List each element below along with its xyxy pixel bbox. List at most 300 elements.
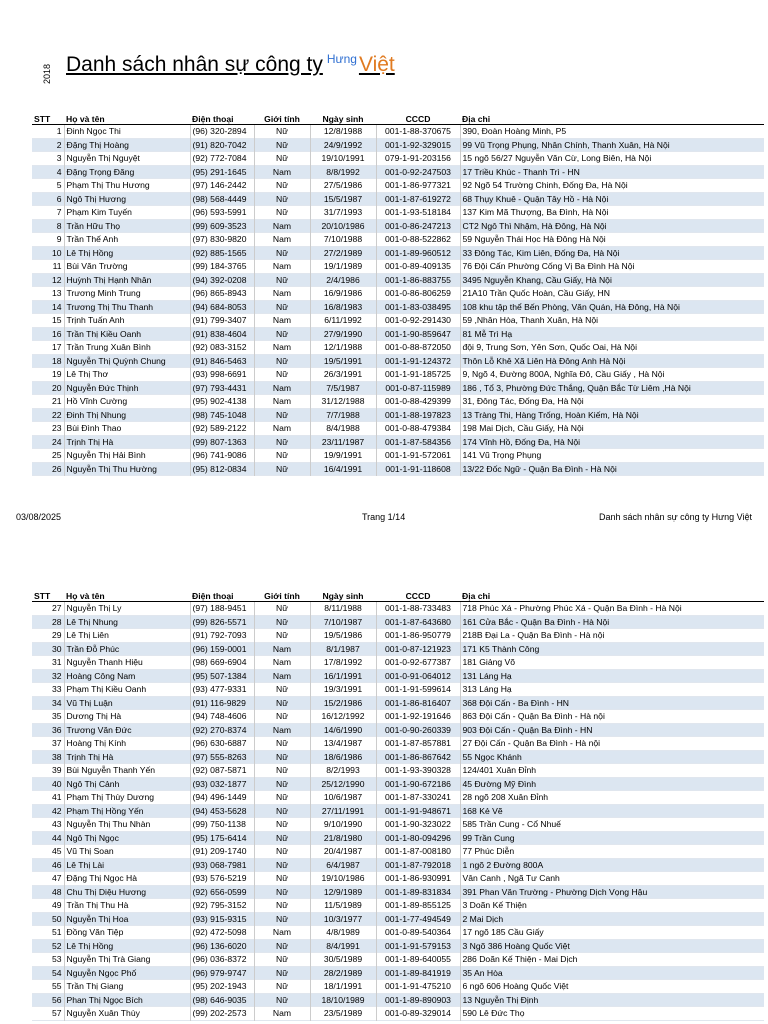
cell-stt: 39 [51,765,62,776]
cell-cccd: 001-1-86-977321 [376,179,460,193]
table-row [32,980,764,994]
cell-name: Hoàng Thị Kính [64,737,190,751]
cell-name: Trịnh Thị Hà [64,435,190,449]
cell-phone: (91) 209-1740 [190,845,254,859]
table-row [32,327,764,341]
cell-dob: 8/1/1987 [310,642,376,656]
cell-cccd: 001-1-89-855125 [376,899,460,913]
cell-gender: Nam [254,669,310,683]
cell-phone: (93) 998-6691 [190,368,254,382]
cell-phone: (93) 032-1877 [190,777,254,791]
table-row [32,669,764,683]
cell-cccd: 001-1-90-859647 [376,327,460,341]
cell-stt: 18 [32,354,64,368]
col-name: Họ và tên [64,114,190,125]
cell-dob: 8/2/1993 [310,764,376,778]
cell-address: 45 Đường Mỹ Đình [460,777,764,791]
cell-cccd: 001-0-86-247213 [376,219,460,233]
cell-dob: 28/2/1989 [310,966,376,980]
cell-stt: 55 [51,981,62,992]
table-row [32,777,764,791]
cell-gender: Nữ [254,885,310,899]
cell-cccd: 001-1-91-579153 [376,939,460,953]
cell-gender: Nữ [254,953,310,967]
cell-gender: Nữ [254,858,310,872]
cell-gender: Nữ [254,206,310,220]
cell-phone: (98) 669-6904 [190,656,254,670]
cell-stt: 11 [52,261,62,272]
table-row [32,683,764,697]
cell-name: Lê Thị Hồng [64,246,190,260]
cell-dob: 17/8/1992 [310,656,376,670]
cell-phone: (93) 477-9331 [190,683,254,697]
cell-address: Vân Canh , Ngã Tư Canh [460,872,764,886]
cell-dob: 23/5/1989 [310,1007,376,1021]
cell-address: 2 Mai Dịch [460,912,764,926]
cell-dob: 18/1/1991 [310,980,376,994]
cell-address: 368 Đội Cấn - Ba Đình - HN [460,696,764,710]
cell-phone: (95) 902-4138 [190,395,254,409]
cell-dob: 11/5/1989 [310,899,376,913]
cell-address: 6 ngõ 606 Hoàng Quốc Việt [460,980,764,994]
cell-name: Nguyễn Thị Thu Hường [64,462,190,476]
cell-gender: Nữ [254,939,310,953]
cell-dob: 8/4/1991 [310,939,376,953]
cell-name: Nguyễn Thị Nguyệt [64,152,190,166]
cell-phone: (91) 116-9829 [190,696,254,710]
cell-phone: (91) 846-5463 [190,354,254,368]
cell-stt: 1 [56,126,62,137]
cell-stt: 44 [32,831,64,845]
cell-name: Trịnh Tuấn Anh [64,314,190,328]
cell-stt: 7 [56,207,62,218]
cell-stt: 27 [51,603,62,614]
cell-dob: 12/9/1989 [310,885,376,899]
cell-phone: (97) 555-8263 [190,750,254,764]
cell-cccd: 001-0-87-115989 [376,381,460,395]
cell-stt: 52 [32,939,64,953]
cell-gender: Nữ [254,804,310,818]
cell-stt: 16 [32,327,64,341]
cell-cccd: 001-0-91-064012 [376,669,460,683]
cell-dob: 8/8/1992 [310,165,376,179]
cell-name: Trần Thế Anh [64,233,190,247]
cell-address: 108 khu tập thể Bến Phòng, Văn Quán, Hà Đông, Hà Nội [460,300,764,314]
cell-phone: (92) 087-5871 [190,764,254,778]
cell-gender: Nam [254,395,310,409]
cell-cccd: 001-0-88-522862 [376,233,460,247]
cell-gender: Nam [254,642,310,656]
cell-address: 390, Đoàn Hoàng Minh, P5 [460,125,764,139]
cell-stt: 8 [32,219,64,233]
footer-page-number: Trang 1/14 [362,512,406,522]
cell-name: Phạm Thị Thu Hương [64,179,190,193]
cell-gender: Nữ [254,408,310,422]
cell-stt: 30 [32,642,64,656]
cell-dob: 13/4/1987 [310,737,376,751]
table-row [32,395,764,409]
table-row [32,287,764,301]
cell-stt: 9 [56,234,62,245]
table-row [32,125,764,139]
cell-phone: (99) 202-2573 [190,1007,254,1021]
cell-phone: (96) 036-8372 [190,953,254,967]
cell-cccd: 001-1-91-118608 [376,462,460,476]
cell-stt: 4 [32,165,64,179]
cell-dob: 12/8/1988 [310,125,376,139]
cell-name: Nguyễn Thị Ly [64,602,190,616]
cell-name: Trương Minh Trung [64,287,190,301]
cell-gender: Nam [254,219,310,233]
cell-phone: (97) 188-9451 [190,602,254,616]
cell-stt: 10 [32,246,64,260]
cell-name: Ngô Thị Cảnh [64,777,190,791]
cell-phone: (95) 507-1384 [190,669,254,683]
cell-gender: Nữ [254,449,310,463]
cell-gender: Nữ [254,777,310,791]
cell-phone: (98) 646-9035 [190,993,254,1007]
col-phone: Điện thoại [190,591,254,602]
cell-name: Hồ Vĩnh Cường [64,395,190,409]
col-stt: STT [32,591,64,602]
cell-name: Nguyễn Thị Trà Giang [64,953,190,967]
cell-phone: (99) 609-3523 [190,219,254,233]
cell-dob: 7/7/1988 [310,408,376,422]
cell-address: 863 Đội Cấn - Quận Ba Đình - Hà nội [460,710,764,724]
cell-address: 131 Láng Hạ [460,669,764,683]
cell-phone: (96) 630-6887 [190,737,254,751]
col-phone: Điện thoại [190,114,254,125]
cell-dob: 8/4/1988 [310,422,376,436]
cell-dob: 25/12/1990 [310,777,376,791]
cell-phone: (93) 576-5219 [190,872,254,886]
table-row [32,192,764,206]
cell-phone: (99) 807-1363 [190,435,254,449]
col-name: Họ và tên [64,591,190,602]
table-row [32,233,764,247]
cell-cccd: 001-1-87-792018 [376,858,460,872]
table-row [32,831,764,845]
cell-cccd: 001-1-80-094296 [376,831,460,845]
cell-address: 903 Đội Cấn - Quận Ba Đình - HN [460,723,764,737]
cell-dob: 31/12/1988 [310,395,376,409]
cell-stt: 34 [32,696,64,710]
cell-name: Nguyễn Thị Thu Nhàn [64,818,190,832]
cell-cccd: 001-0-88-479384 [376,422,460,436]
cell-name: Nguyễn Xuân Thùy [64,1007,190,1021]
cell-name: Trương Thị Thu Thanh [64,300,190,314]
cell-cccd: 001-1-77-494549 [376,912,460,926]
table-row [32,872,764,886]
table-row [32,858,764,872]
cell-gender: Nữ [254,696,310,710]
table-row [32,899,764,913]
cell-dob: 16/4/1991 [310,462,376,476]
title-main: Danh sách nhân sự công ty [66,53,323,76]
col-address: Địa chỉ [460,591,764,602]
cell-stt: 48 [32,885,64,899]
cell-name: Đặng Thị Hoàng [64,138,190,152]
cell-gender: Nữ [254,179,310,193]
cell-gender: Nữ [254,683,310,697]
cell-phone: (92) 472-5098 [190,926,254,940]
cell-gender: Nữ [254,831,310,845]
cell-dob: 6/11/1992 [310,314,376,328]
cell-name: Đồng Văn Tiệp [64,926,190,940]
cell-cccd: 001-0-89-540364 [376,926,460,940]
table-row [32,710,764,724]
cell-phone: (95) 291-1645 [190,165,254,179]
col-dob: Ngày sinh [310,114,376,125]
cell-dob: 9/10/1990 [310,818,376,832]
cell-gender: Nam [254,1007,310,1021]
cell-dob: 16/8/1983 [310,300,376,314]
cell-gender: Nữ [254,462,310,476]
cell-name: Nguyễn Thị Hoa [64,912,190,926]
table-row [32,602,764,616]
col-address: Địa chỉ [460,114,764,125]
cell-address: 35 An Hòa [460,966,764,980]
cell-name: Bùi Nguyễn Thanh Yến [64,764,190,778]
cell-address: 171 K5 Thành Công [460,642,764,656]
cell-phone: (96) 979-9747 [190,966,254,980]
table-row [32,885,764,899]
cell-gender: Nam [254,723,310,737]
cell-stt: 45 [51,846,62,857]
cell-stt: 38 [32,750,64,764]
cell-cccd: 001-1-92-191646 [376,710,460,724]
cell-stt: 57 [51,1008,62,1019]
cell-cccd: 001-1-86-883755 [376,273,460,287]
year-label: 2018 [42,63,52,84]
cell-dob: 4/8/1989 [310,926,376,940]
table-row [32,1007,764,1021]
table-row [32,354,764,368]
col-gender: Giới tính [254,591,310,602]
cell-phone: (93) 068-7981 [190,858,254,872]
cell-stt: 17 [51,342,62,353]
table-row [32,165,764,179]
cell-gender: Nam [254,287,310,301]
cell-phone: (92) 795-3152 [190,899,254,913]
cell-gender: Nữ [254,993,310,1007]
cell-address: 68 Thụy Khuê - Quận Tây Hồ - Hà Nội [460,192,764,206]
table-row [32,273,764,287]
cell-address: 15 ngõ 56/27 Nguyễn Văn Cừ, Long Biên, Hà Nội [460,152,764,166]
table-row [32,696,764,710]
cell-dob: 24/9/1992 [310,138,376,152]
cell-dob: 10/3/1977 [310,912,376,926]
cell-stt: 23 [51,423,62,434]
cell-gender: Nam [254,341,310,355]
cell-name: Phạm Thị Kiều Oanh [64,683,190,697]
cell-cccd: 001-1-88-733483 [376,602,460,616]
cell-name: Hoàng Công Nam [64,669,190,683]
cell-phone: (91) 792-7093 [190,629,254,643]
footer-date: 03/08/2025 [16,512,62,522]
cell-phone: (91) 820-7042 [190,138,254,152]
brand-hung: Hưng [326,52,357,66]
cell-gender: Nữ [254,615,310,629]
table-row [32,993,764,1007]
cell-phone: (98) 745-1048 [190,408,254,422]
cell-name: Huỳnh Thị Hạnh Nhân [64,273,190,287]
cell-gender: Nữ [254,602,310,616]
cell-dob: 27/9/1990 [310,327,376,341]
cell-stt: 29 [51,630,62,641]
cell-gender: Nữ [254,629,310,643]
cell-cccd: 001-1-86-950779 [376,629,460,643]
cell-dob: 7/5/1987 [310,381,376,395]
cell-stt: 15 [51,315,62,326]
cell-cccd: 001-0-92-291430 [376,314,460,328]
table-row [32,926,764,940]
cell-phone: (96) 865-8943 [190,287,254,301]
cell-phone: (91) 799-3407 [190,314,254,328]
cell-address: 17 Triều Khúc - Thanh Trì - HN [460,165,764,179]
cell-name: Bùi Đình Thao [64,422,190,436]
cell-dob: 19/10/1986 [310,872,376,886]
cell-address: 198 Mai Dịch, Cầu Giấy, Hà Nội [460,422,764,436]
cell-dob: 23/11/1987 [310,435,376,449]
table-row [32,368,764,382]
table-row [32,764,764,778]
cell-address: 181 Giảng Võ [460,656,764,670]
cell-address: 218B Đại La - Quận Ba Đình - Hà nội [460,629,764,643]
table-header-row [32,591,764,602]
table-row [32,966,764,980]
cell-name: Trần Trung Xuân Bình [64,341,190,355]
cell-cccd: 001-1-88-370675 [376,125,460,139]
cell-cccd: 001-1-89-890903 [376,993,460,1007]
cell-gender: Nữ [254,737,310,751]
cell-name: Bùi Văn Trường [64,260,190,274]
cell-address: 124/401 Xuân Đỉnh [460,764,764,778]
cell-gender: Nữ [254,273,310,287]
cell-cccd: 001-1-83-038495 [376,300,460,314]
cell-dob: 20/4/1987 [310,845,376,859]
cell-phone: (95) 202-1943 [190,980,254,994]
cell-gender: Nữ [254,138,310,152]
cell-stt: 12 [32,273,64,287]
cell-dob: 20/10/1986 [310,219,376,233]
cell-name: Trương Văn Đức [64,723,190,737]
cell-phone: (94) 748-4606 [190,710,254,724]
cell-phone: (94) 684-8053 [190,300,254,314]
table-row [32,818,764,832]
table-row [32,791,764,805]
cell-phone: (92) 772-7084 [190,152,254,166]
cell-phone: (95) 175-6414 [190,831,254,845]
cell-address: 81 Mễ Trì Hạ [460,327,764,341]
cell-phone: (96) 320-2894 [190,125,254,139]
table-row [32,939,764,953]
table-row [32,723,764,737]
table-row [32,737,764,751]
cell-gender: Nữ [254,300,310,314]
cell-cccd: 001-1-90-672186 [376,777,460,791]
cell-dob: 31/7/1993 [310,206,376,220]
cell-stt: 49 [51,900,62,911]
cell-phone: (99) 826-5571 [190,615,254,629]
cell-gender: Nữ [254,192,310,206]
cell-stt: 21 [51,396,62,407]
cell-address: 585 Trần Cung - Cổ Nhuế [460,818,764,832]
cell-dob: 19/1/1989 [310,260,376,274]
cell-address: 168 Kẻ Vẽ [460,804,764,818]
cell-name: Trần Hữu Thọ [64,219,190,233]
staff-table-page2 [32,591,764,1021]
cell-cccd: 001-1-89-831834 [376,885,460,899]
cell-address: 13/22 Đốc Ngữ - Quận Ba Đình - Hà Nội [460,462,764,476]
cell-address: 3 Doãn Kế Thiện [460,899,764,913]
cell-address: 3495 Nguyễn Khang, Cầu Giấy, Hà Nội [460,273,764,287]
cell-phone: (96) 136-6020 [190,939,254,953]
cell-phone: (95) 812-0834 [190,462,254,476]
cell-phone: (98) 568-4449 [190,192,254,206]
cell-stt: 33 [51,684,62,695]
cell-name: Chu Thị Diệu Hương [64,885,190,899]
cell-cccd: 079-1-91-203156 [376,152,460,166]
cell-cccd: 001-0-87-121923 [376,642,460,656]
cell-dob: 30/5/1989 [310,953,376,967]
cell-gender: Nữ [254,710,310,724]
page1-header [0,50,768,110]
table-row [32,462,764,476]
cell-stt: 24 [32,435,64,449]
col-dob: Ngày sinh [310,591,376,602]
cell-address: đội 9, Trung Sơn, Yên Sơn, Quốc Oai, Hà Nội [460,341,764,355]
cell-cccd: 001-1-91-475210 [376,980,460,994]
table-row [32,381,764,395]
cell-dob: 27/11/1991 [310,804,376,818]
cell-cccd: 001-1-91-948671 [376,804,460,818]
cell-phone: (92) 270-8374 [190,723,254,737]
cell-address: 718 Phúc Xá - Phường Phúc Xá - Quận Ba Đình - Hà Nội [460,602,764,616]
cell-stt: 35 [51,711,62,722]
cell-dob: 21/8/1980 [310,831,376,845]
cell-stt: 31 [51,657,62,668]
cell-cccd: 001-0-92-677387 [376,656,460,670]
cell-cccd: 001-0-88-872050 [376,341,460,355]
table-row [32,179,764,193]
table-row [32,152,764,166]
cell-gender: Nữ [254,125,310,139]
cell-address: 27 Đội Cấn - Quận Ba Đình - Hà nội [460,737,764,751]
cell-name: Lê Thị Nhung [64,615,190,629]
cell-name: Đặng Thị Ngọc Hà [64,872,190,886]
cell-stt: 50 [32,912,64,926]
cell-stt: 47 [51,873,62,884]
cell-dob: 7/10/1987 [310,615,376,629]
cell-stt: 56 [32,993,64,1007]
page-title [66,52,395,77]
footer-doc-title: Danh sách nhân sự công ty Hưng Việt [599,512,752,522]
cell-stt: 14 [32,300,64,314]
cell-stt: 43 [51,819,62,830]
cell-phone: (96) 593-5991 [190,206,254,220]
table-row [32,314,764,328]
cell-dob: 27/2/1989 [310,246,376,260]
cell-cccd: 001-1-87-330241 [376,791,460,805]
cell-stt: 26 [32,462,64,476]
cell-stt: 40 [32,777,64,791]
cell-stt: 2 [32,138,64,152]
cell-dob: 19/9/1991 [310,449,376,463]
table-row [32,246,764,260]
cell-phone: (96) 159-0001 [190,642,254,656]
cell-stt: 25 [51,450,62,461]
